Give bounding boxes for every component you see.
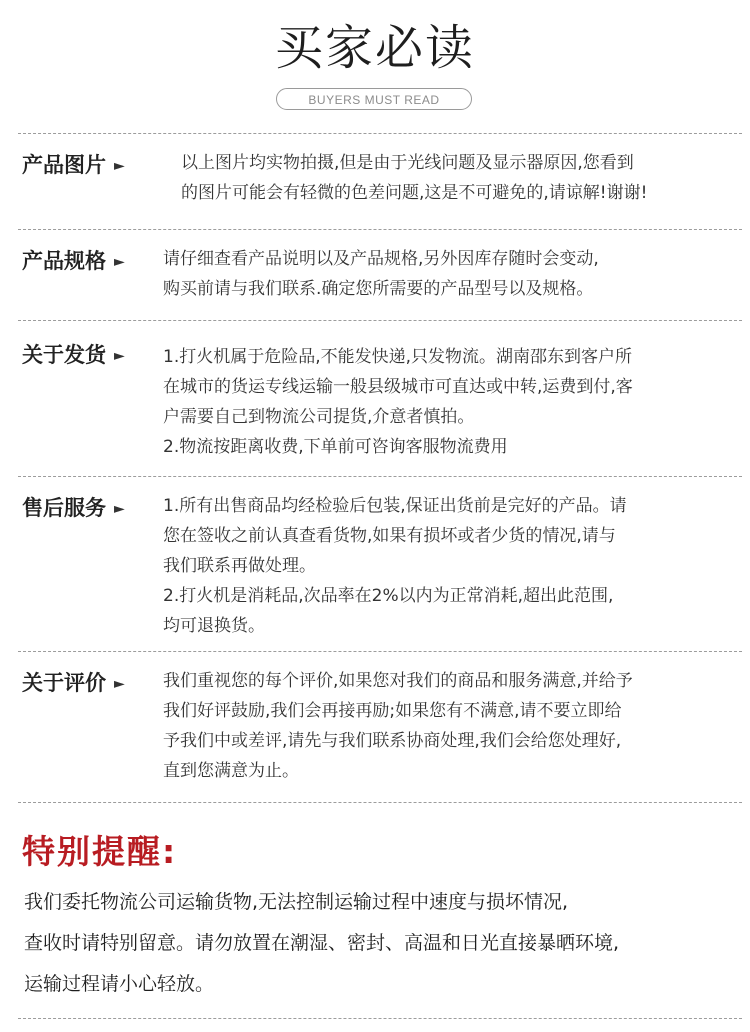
section-label	[22, 246, 125, 277]
text-line: 以上图片均实物拍摄,但是由于光线问题及显示器原因,您看到	[181, 153, 634, 173]
section-label-text: 售后服务	[22, 496, 106, 520]
text-line: 户需要自己到物流公司提货,介意者慎拍。	[163, 407, 475, 427]
divider	[18, 320, 742, 321]
divider	[18, 1018, 742, 1019]
text-line: 直到您满意为止。	[163, 761, 299, 781]
notice-line: 运输过程请小心轻放。	[24, 973, 215, 995]
notice-line: 我们委托物流公司运输货物,无法控制运输过程中速度与损坏情况,	[24, 891, 569, 913]
text-line: 我们重视您的每个评价,如果您对我们的商品和服务满意,并给予	[163, 671, 633, 691]
arrow-right-icon: ►	[114, 348, 125, 364]
page-title: 买家必读	[274, 20, 475, 76]
notice-text	[24, 882, 744, 1005]
section-text	[163, 666, 743, 786]
divider	[18, 651, 742, 652]
notice-title: 特别提醒:	[22, 832, 178, 871]
text-line: 在城市的货运专线运输一般县级城市可直达或中转,运费到付,客	[163, 377, 633, 397]
text-line: 的图片可能会有轻微的色差问题,这是不可避免的,请谅解!谢谢!	[181, 183, 648, 203]
section-label-text: 产品规格	[22, 249, 106, 273]
divider	[18, 133, 742, 134]
text-line: 1.所有出售商品均经检验后包装,保证出货前是完好的产品。请	[163, 496, 627, 516]
text-line: 请仔细查看产品说明以及产品规格,另外因库存随时会变动,	[163, 249, 599, 269]
text-line: 2.打火机是消耗品,次品率在2%以内为正常消耗,超出此范围,	[163, 586, 614, 606]
arrow-right-icon: ►	[114, 676, 125, 692]
section-label-text: 产品图片	[22, 153, 106, 177]
arrow-right-icon: ►	[114, 254, 125, 270]
section-label	[22, 493, 125, 524]
arrow-right-icon: ►	[114, 501, 125, 517]
section-text	[163, 244, 743, 304]
page-subtitle-badge: BUYERS MUST READ	[276, 88, 472, 110]
text-line: 1.打火机属于危险品,不能发快递,只发物流。湖南邵东到客户所	[163, 347, 633, 367]
section-label	[22, 668, 125, 699]
text-line: 2.物流按距离收费,下单前可咨询客服物流费用	[163, 437, 508, 457]
text-line: 均可退换货。	[163, 616, 265, 636]
text-line: 我们好评鼓励,我们会再接再励;如果您有不满意,请不要立即给	[163, 701, 622, 721]
text-line: 购买前请与我们联系.确定您所需要的产品型号以及规格。	[163, 279, 594, 299]
divider	[18, 476, 742, 477]
divider	[18, 229, 742, 230]
section-text	[181, 148, 746, 208]
section-label-text: 关于发货	[22, 343, 106, 367]
section-text	[163, 491, 743, 641]
text-line: 予我们中或差评,请先与我们联系协商处理,我们会给您处理好,	[163, 731, 622, 751]
section-label	[22, 340, 125, 371]
section-label-text: 关于评价	[22, 671, 106, 695]
section-text	[163, 342, 743, 462]
text-line: 您在签收之前认真查看货物,如果有损坏或者少货的情况,请与	[163, 526, 616, 546]
arrow-right-icon: ►	[114, 158, 125, 174]
divider	[18, 802, 742, 803]
section-label	[22, 150, 125, 181]
notice-line: 查收时请特别留意。请勿放置在潮湿、密封、高温和日光直接暴晒环境,	[24, 932, 620, 954]
text-line: 我们联系再做处理。	[163, 556, 316, 576]
